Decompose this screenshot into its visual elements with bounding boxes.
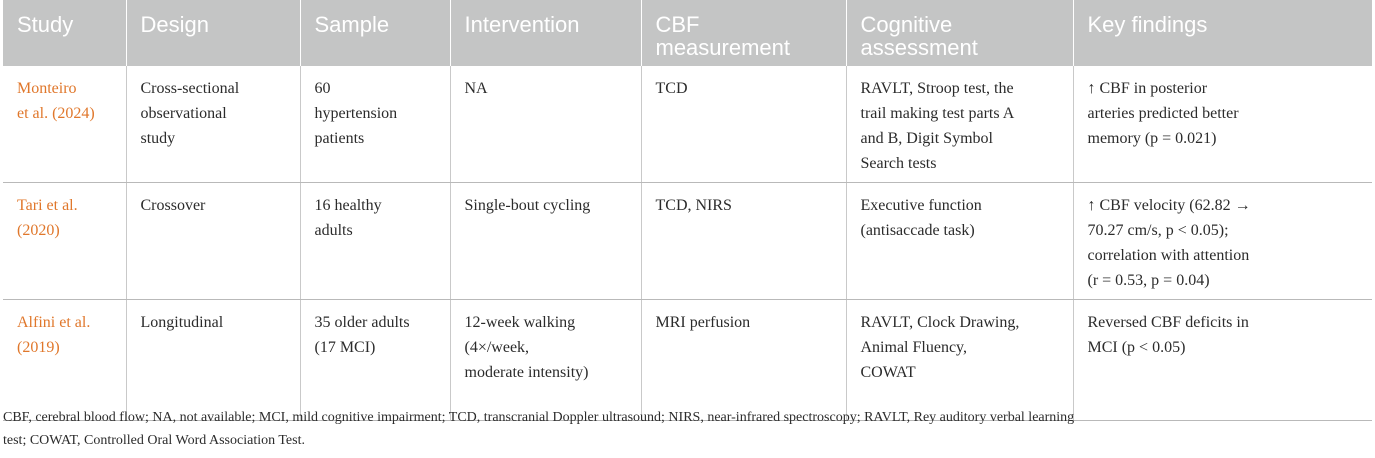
- cognitive-assessment-cell: RAVLT, Clock Drawing, Animal Fluency, COWAT: [846, 300, 1073, 421]
- table-header-row: [3, 0, 1372, 66]
- study-link[interactable]: Alfini et al. (2019): [3, 300, 126, 421]
- header-sample: Sample: [300, 0, 450, 66]
- design-cell: Longitudinal: [126, 300, 300, 421]
- header-study: Study: [3, 0, 126, 66]
- cbf-measurement-cell: TCD, NIRS: [641, 183, 846, 300]
- design-cell: Crossover: [126, 183, 300, 300]
- cognitive-assessment-cell: RAVLT, Stroop test, the trail making test parts A and B, Digit Symbol Search tests: [846, 66, 1073, 183]
- sample-cell: 16 healthy adults: [300, 183, 450, 300]
- study-table-container: [3, 0, 1372, 421]
- table-footnote: CBF, cerebral blood flow; NA, not available; MCI, mild cognitive impairment; TCD, transcranial Doppler ultrasound; NIRS, near-infrared spectroscopy; RAVLT, Rey auditory verbal learning test; COWAT, Controlled Oral Word Association Test.: [3, 410, 1075, 448]
- header-intervention: Intervention: [450, 0, 641, 66]
- study-link[interactable]: Monteiro et al. (2024): [3, 66, 126, 183]
- key-findings-cell: ↑ CBF velocity (62.82 → 70.27 cm/s, p < 0.05); correlation with attention (r = 0.53, p = 0.04): [1073, 183, 1372, 300]
- intervention-cell: NA: [450, 66, 641, 183]
- table-row: [3, 183, 1372, 300]
- cbf-measurement-cell: MRI perfusion: [641, 300, 846, 421]
- intervention-cell: Single-bout cycling: [450, 183, 641, 300]
- intervention-cell: 12-week walking (4×/week, moderate intensity): [450, 300, 641, 421]
- design-cell: Cross-sectional observational study: [126, 66, 300, 183]
- study-link[interactable]: Tari et al. (2020): [3, 183, 126, 300]
- key-findings-cell: Reversed CBF deficits in MCI (p < 0.05): [1073, 300, 1372, 421]
- key-findings-cell: ↑ CBF in posterior arteries predicted better memory (p = 0.021): [1073, 66, 1372, 183]
- header-cognitive-assessment: Cognitive assessment: [846, 0, 1073, 66]
- header-key-findings: Key findings: [1073, 0, 1372, 66]
- study-table: [3, 0, 1372, 421]
- header-design: Design: [126, 0, 300, 66]
- sample-cell: 60 hypertension patients: [300, 66, 450, 183]
- sample-cell: 35 older adults (17 MCI): [300, 300, 450, 421]
- table-row: [3, 66, 1372, 183]
- table-row: [3, 300, 1372, 421]
- cbf-measurement-cell: TCD: [641, 66, 846, 183]
- header-cbf-measurement: CBF measurement: [641, 0, 846, 66]
- cognitive-assessment-cell: Executive function (antisaccade task): [846, 183, 1073, 300]
